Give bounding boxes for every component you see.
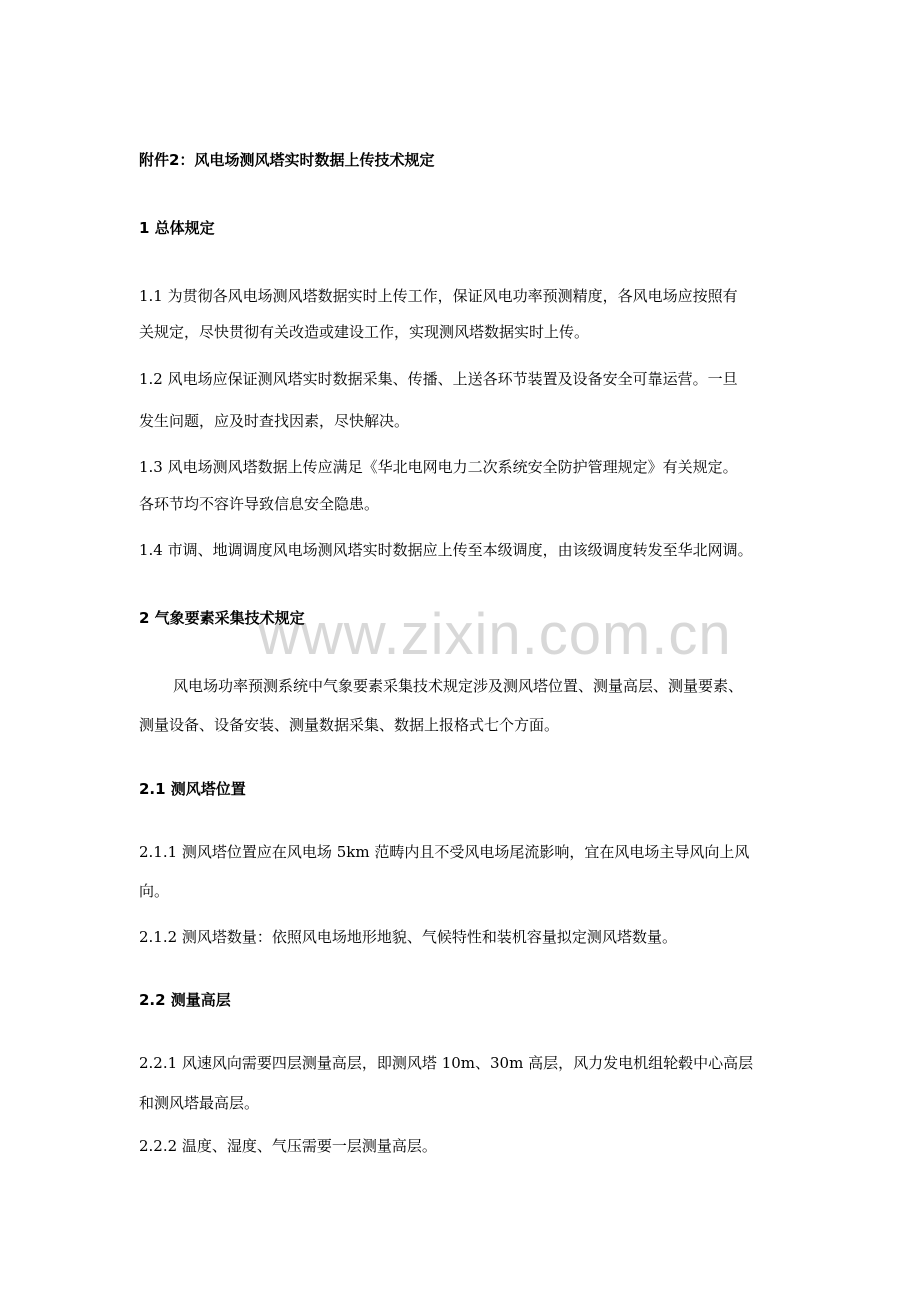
paragraph-2-1-1: 2.1.1 测风塔位置应在风电场 5km 范畴内且不受风电场尾流影响，宜在风电场主导风向上风	[139, 843, 750, 861]
paragraph-1-1: 1.1 为贯彻各风电场测风塔数据实时上传工作，保证风电功率预测精度，各风电场应按照有	[139, 287, 738, 305]
paragraph-1-1-cont: 关规定，尽快贯彻有关改造或建设工作，实现测风塔数据实时上传。	[139, 323, 590, 341]
section-1-heading: 1 总体规定	[139, 219, 215, 237]
paragraph-2-2-1: 2.2.1 风速风向需要四层测量高层，即测风塔 10m、30m 高层，风力发电机组轮毂中心高层	[139, 1054, 754, 1072]
paragraph-1-3: 1.3 风电场测风塔数据上传应满足《华北电网电力二次系统安全防护管理规定》有关规定。	[139, 458, 738, 476]
section-2-1-heading: 2.1 测风塔位置	[139, 780, 246, 798]
section-2-heading: 2 气象要素采集技术规定	[139, 609, 305, 627]
document-title: 附件2：风电场测风塔实时数据上传技术规定	[139, 151, 435, 169]
paragraph-1-3-cont: 各环节均不容许导致信息安全隐患。	[139, 495, 380, 513]
paragraph-2-1-1-cont: 向。	[139, 882, 170, 900]
section-2-2-heading: 2.2 测量高层	[139, 991, 231, 1009]
section-2-intro: 风电场功率预测系统中气象要素采集技术规定涉及测风塔位置、测量高层、测量要素、	[173, 677, 744, 695]
paragraph-1-4: 1.4 市调、地调调度风电场测风塔实时数据应上传至本级调度，由该级调度转发至华北网调。	[139, 541, 753, 559]
paragraph-2-1-2: 2.1.2 测风塔数量：依照风电场地形地貌、气候特性和装机容量拟定测风塔数量。	[139, 928, 677, 946]
watermark: www.zixin.com.cn	[258, 602, 732, 667]
section-2-intro-cont: 测量设备、设备安装、测量数据采集、数据上报格式七个方面。	[139, 716, 560, 734]
paragraph-2-2-2: 2.2.2 温度、湿度、气压需要一层测量高层。	[139, 1137, 437, 1155]
paragraph-2-2-1-cont: 和测风塔最高层。	[139, 1094, 260, 1112]
paragraph-1-2-cont: 发生问题，应及时查找因素，尽快解决。	[139, 412, 410, 430]
paragraph-1-2: 1.2 风电场应保证测风塔实时数据采集、传播、上送各环节装置及设备安全可靠运营。一旦	[139, 370, 738, 388]
